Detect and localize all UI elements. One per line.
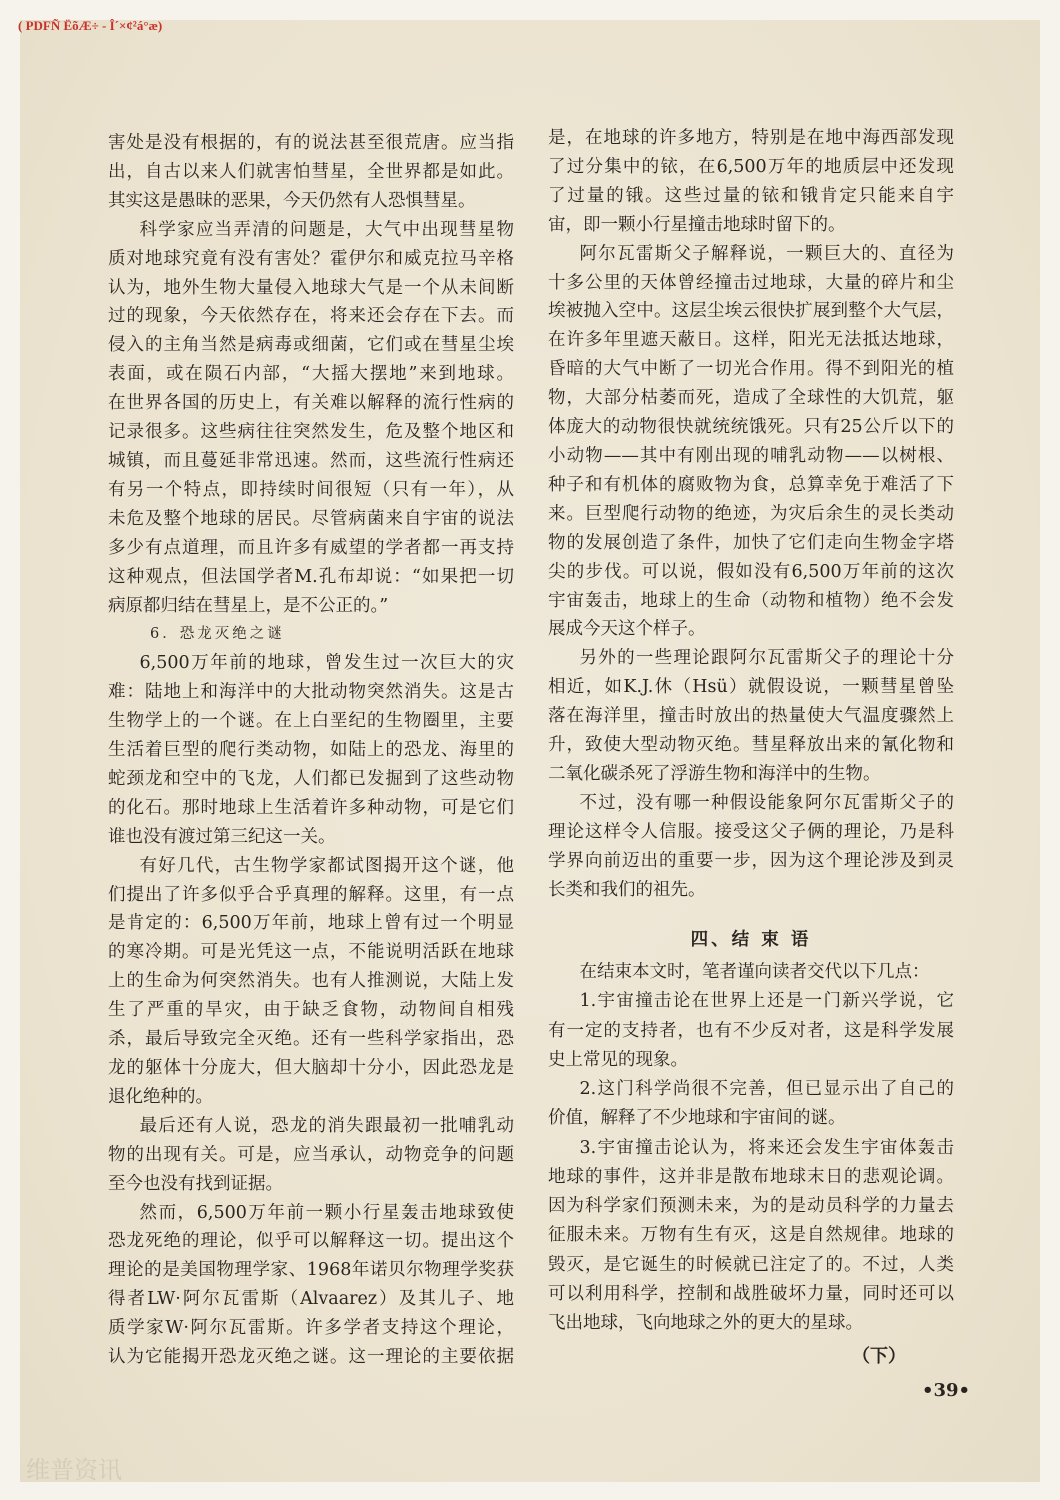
text-line: 们提出了许多似乎合乎真理的解释。这里，有一点 [108,884,514,905]
text-line: 阿尔瓦雷斯父子解释说，一颗巨大的、直径为 [579,243,954,264]
paragraph [548,958,954,987]
paragraph [548,240,954,645]
right-column-upper [548,124,954,904]
left-column [108,129,514,1372]
text-line: 认为它能揭开恐龙灭绝之谜。这一理论的主要依据 [108,1347,514,1368]
header-watermark: ( PDFÑ ËõÆ÷ - Î´×¢²á°æ) [18,18,163,33]
text-line: 质学家W·阿尔瓦雷斯。许多学者支持这个理论， [108,1318,514,1339]
continued-mark: （下） [852,1346,906,1367]
text-line: 的化石。那时地球上生活着许多种动物，可是它们 [108,797,514,818]
paragraph [108,216,514,621]
section-heading-dinosaur: 6．恐龙灭绝之谜 [150,626,285,643]
text-line: 生物学上的一个谜。在上白垩纪的生物圈里，主要 [108,711,514,732]
paragraph [548,1075,954,1134]
text-line: 有好几代，古生物学家都试图揭开这个谜，他 [139,855,514,876]
paragraph [108,649,514,851]
text-line: 上的生命为何突然消失。也有人推测说，大陆上发 [108,971,514,992]
footer-watermark: 维普资讯 [26,1456,122,1484]
text-line: 升，致使大型动物灭绝。彗星释放出来的氰化物和 [548,735,954,756]
text-line: 在许多年里遮天蔽日。这样，阳光无法抵达地球， [548,330,954,351]
text-line: 毁灭，是它诞生的时候就已注定了的。不过，人类 [548,1254,954,1275]
text-line: 长类和我们的祖先。 [548,879,706,900]
text-line: 体庞大的动物很快就统统饿死。只有25公斤以下的 [548,417,954,438]
text-line: 龙的躯体十分庞大，但大脑却十分小，因此恐龙是 [108,1058,514,1078]
text-line: 可以利用科学，控制和战胜破坏力量，同时还可以 [548,1283,954,1304]
text-line: 是，在地球的许多地方，特别是在地中海西部发现 [548,128,954,148]
text-line: 科学家应当弄清的问题是，大气中出现彗星物 [139,219,514,240]
text-line: 退化绝种的。 [108,1086,213,1107]
text-line: 宙，即一颗小行星撞击地球时留下的。 [548,214,846,235]
text-line: 在结束本文时，笔者谨向读者交代以下几点： [579,962,930,982]
text-line: 史上常见的现象。 [548,1049,688,1070]
text-line: 有另一个特点，即持续时间很短（只有一年），从 [108,479,514,500]
text-line: 价值，解释了不少地球和宇宙间的谜。 [548,1108,846,1129]
right-column-lower [548,958,954,1338]
text-line: 至今也没有找到证据。 [108,1173,283,1194]
text-line: 恐龙死绝的理论，似乎可以解释这一切。提出这个 [108,1231,514,1252]
paragraph [548,124,954,240]
text-line: 是肯定的：6,500万年前，地球上曾有过一个明显 [108,913,514,934]
paragraph [108,1199,514,1372]
text-line: 了过量的锇。这些过量的铱和锇肯定只能来自宇 [548,185,954,206]
text-line: 病原都归结在彗星上，是不公正的。” [108,595,389,616]
text-line: 未危及整个地球的居民。尽管病菌来自宇宙的说法 [108,508,514,529]
text-line: 来。巨型爬行动物的绝迹，为灾后余生的灵长类动 [548,503,954,524]
text-line: 谁也没有渡过第三纪这一关。 [108,826,336,847]
text-line: 其实这是愚昧的恶果，今天仍然有人恐惧彗星。 [108,190,476,211]
text-line: 难：陆地上和海洋中的大批动物突然消失。这是古 [108,682,514,703]
text-line: 出，自古以来人们就害怕彗星，全世界都是如此。 [108,161,514,182]
paragraph [108,852,514,1112]
text-line: 展成今天这个样子。 [548,619,706,640]
text-line: 质对地球究竟有没有害处？霍伊尔和威克拉马辛格 [108,248,514,269]
text-line: 表面，或在陨石内部，“大摇大摆地”来到地球。 [108,364,514,385]
text-line: 记录很多。这些病往往突然发生，危及整个地区和 [108,422,514,443]
text-line: 小动物——其中有刚出现的哺乳动物——以树根、 [548,445,954,466]
text-line: 二氧化碳杀死了浮游生物和海洋中的生物。 [548,763,881,784]
text-line: 侵入的主角当然是病毒或细菌，它们或在彗星尘埃 [108,335,514,356]
text-line: 理论这样令人信服。接受这父子俩的理论，乃是科 [548,821,954,842]
text-line: 十多公里的天体曾经撞击过地球，大量的碎片和尘 [548,272,954,293]
paragraph [548,987,954,1075]
text-line: 地球的事件，这并非是散布地球末日的悲观论调。 [548,1166,954,1187]
text-line: 宇宙轰击，地球上的生命（动物和植物）绝不会发 [548,590,954,611]
section-heading-conclusion: 四、结 束 语 [690,930,812,950]
text-line: 因为科学家们预测未来，为的是动员科学的力量去 [548,1196,954,1216]
text-line: 昏暗的大气中断了一切光合作用。得不到阳光的植 [548,359,954,380]
text-line: 尖的步伐。可以说，假如没有6,500万年前的这次 [548,561,954,582]
paragraph [108,129,514,216]
text-line: 飞出地球，飞向地球之外的更大的星球。 [548,1313,863,1333]
page-number: •39• [922,1380,971,1401]
text-line: 的寒冷期。可是光凭这一点，不能说明活跃在地球 [108,942,514,963]
text-line: 2.这门科学尚很不完善，但已显示出了自己的 [579,1079,954,1099]
text-line: 害处是没有根据的，有的说法甚至很荒唐。应当指 [108,133,514,153]
text-line: 杀，最后导致完全灭绝。还有一些科学家指出，恐 [108,1029,514,1050]
text-line: 有一定的支持者，也有不少反对者，这是科学发展 [548,1020,954,1041]
text-line: 征服未来。万物有生有灭，这是自然规律。地球的 [548,1225,954,1246]
text-line: 另外的一些理论跟阿尔瓦雷斯父子的理论十分 [579,648,954,669]
text-line: 生活着巨型的爬行类动物，如陆上的恐龙、海里的 [108,740,514,761]
text-line: 1.宇宙撞击论在世界上还是一门新兴学说，它 [579,991,954,1012]
text-line: 学界向前迈出的重要一步，因为这个理论涉及到灵 [548,850,954,871]
paragraph [548,789,954,905]
paragraph [108,1112,514,1199]
text-line: 认为，地外生物大量侵入地球大气是一个从未间断 [108,277,514,298]
text-line: 生了严重的旱灾，由于缺乏食物，动物间自相残 [108,1000,514,1021]
paragraph [548,644,954,789]
text-line: 物的发展创造了条件，加快了它们走向生物金字塔 [548,532,954,553]
text-line: 不过，没有哪一种假设能象阿尔瓦雷斯父子的 [579,792,954,813]
text-line: 得者LW·阿尔瓦雷斯（Alvaarez）及其儿子、地 [108,1289,514,1310]
text-line: 城镇，而且蔓延非常迅速。然而，这些流行性病还 [108,450,514,471]
text-line: 最后还有人说，恐龙的消失跟最初一批哺乳动 [139,1115,514,1136]
text-line: 相近，如K.J.休（Hsü）就假设说，一颗彗星曾坠 [548,677,954,698]
text-line: 落在海洋里，撞击时放出的热量使大气温度骤然上 [548,706,954,727]
text-line: 多少有点道理，而且许多有威望的学者都一再支持 [108,537,514,558]
text-line: 物的出现有关。可是，应当承认，动物竞争的问题 [108,1144,514,1165]
text-line: 然而，6,500万年前一颗小行星轰击地球致使 [139,1202,514,1223]
text-line: 6,500万年前的地球，曾发生过一次巨大的灾 [139,653,514,674]
text-line: 了过分集中的铱，在6,500万年的地质层中还发现 [548,156,954,177]
text-line: 过的现象，今天依然存在，将来还会存在下去。而 [108,306,514,327]
text-line: 种子和有机体的腐败物为食，总算幸免于难活了下 [548,474,954,495]
paragraph [548,1134,954,1339]
text-line: 3.宇宙撞击论认为，将来还会发生宇宙体轰击 [579,1137,954,1158]
text-line: 物，大部分枯萎而死，造成了全球性的大饥荒，躯 [548,388,954,409]
text-line: 理论的是美国物理学家、1968年诺贝尔物理学奖获 [108,1260,514,1281]
text-line: 在世界各国的历史上，有关难以解释的流行性病的 [108,393,514,414]
text-line: 埃被抛入空中。这层尘埃云很快扩展到整个大气层， [548,301,954,322]
text-line: 蛇颈龙和空中的飞龙，人们都已发掘到了这些动物 [108,768,514,789]
text-line: 这种观点，但法国学者M.孔布却说：“如果把一切 [108,566,514,587]
